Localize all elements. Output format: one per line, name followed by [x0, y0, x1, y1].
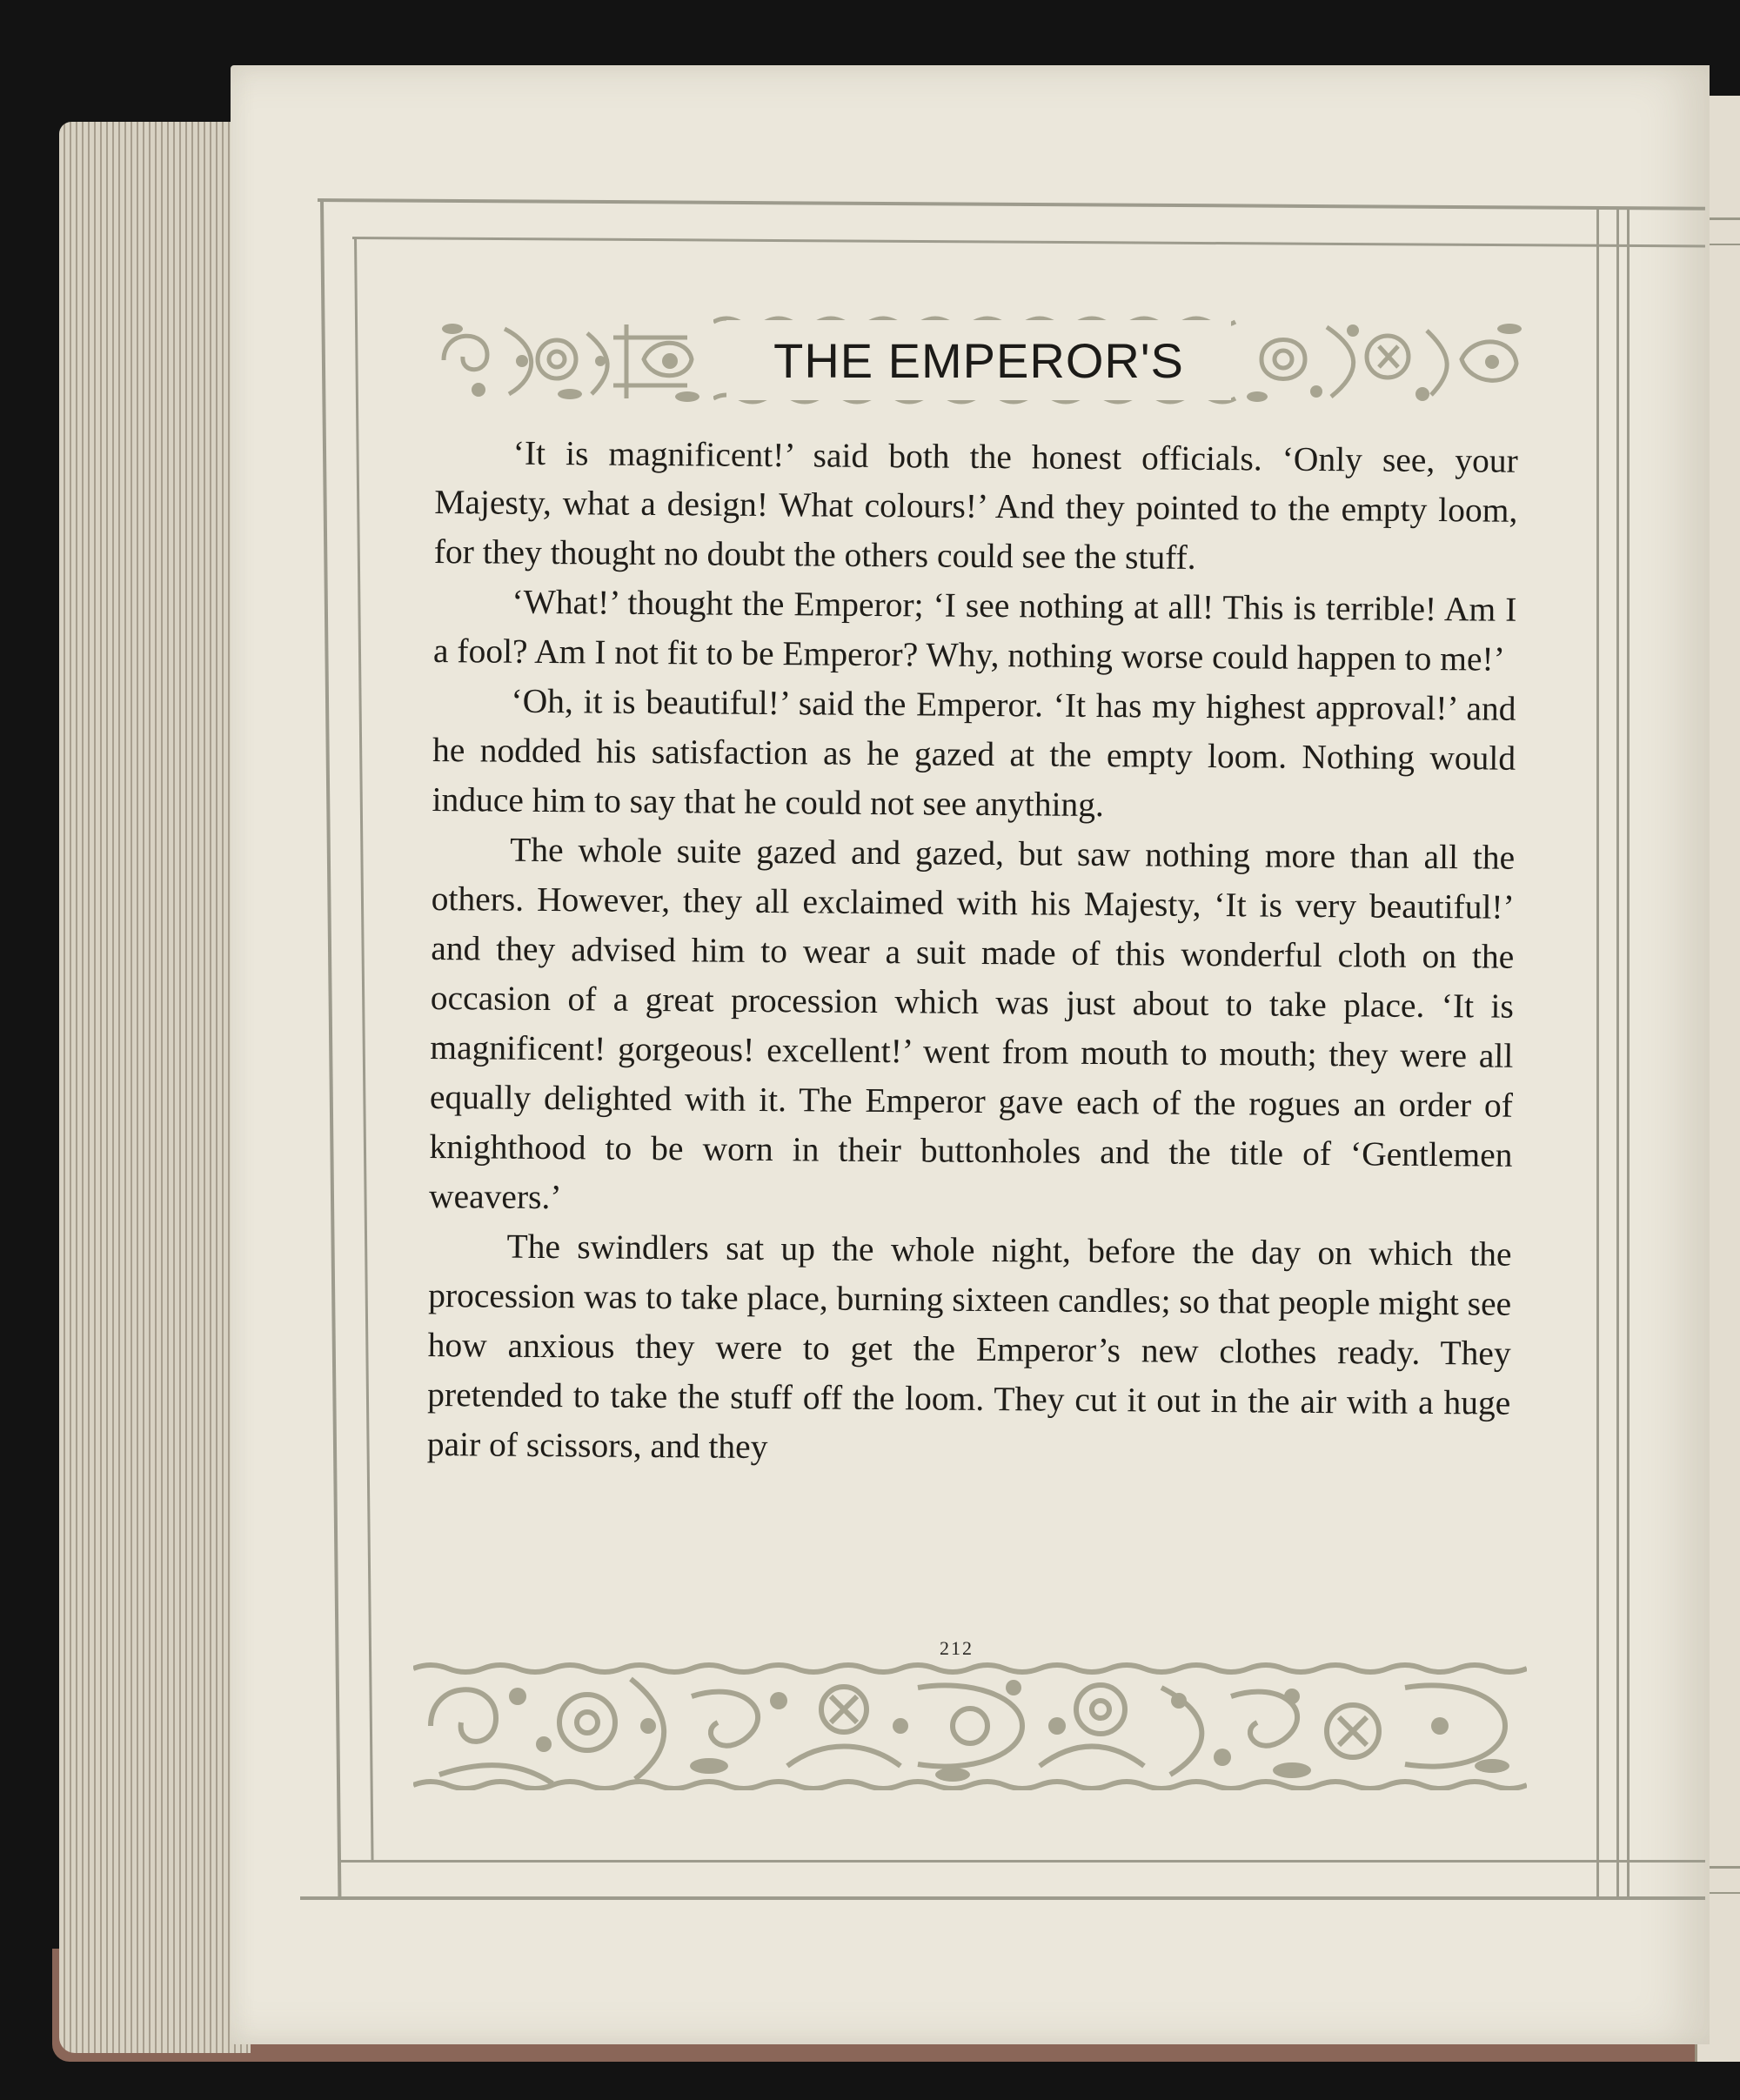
- frame-rule-bottom-outer: [300, 1896, 1705, 1900]
- frame-rule-bottom-inner: [338, 1860, 1705, 1863]
- page-edges: [59, 122, 251, 2053]
- paragraph: The whole suite gazed and gazed, but saw nothing more than all the others. However, they all exclaimed with his Majesty, ‘It is very beautiful!’ and they advised him to wear a suit made of this wonderful cloth on the occasion of a great procession which was just about to take place. ‘It is magnificent! gorgeous! excellent!’ went from mouth to mouth; they were all equally delighted with it. The Emperor gave each of the rogues an order of knighthood to be worn in their buttonholes and the title of ‘Gentlemen weavers.’: [428, 830, 1516, 1217]
- paragraph: ‘Oh, it is beautiful!’ said the Emperor. ‘It has my highest approval!’ and he nodded his satisfaction as he gazed at the empty loom. Nothing would induce him to say that he could not see anything.: [432, 681, 1516, 825]
- floral-ornament-icon: [1240, 311, 1531, 409]
- body-text: [427, 428, 1518, 1478]
- paragraph: ‘What!’ thought the Emperor; ‘I see nothing at all! This is terrible! Am I a fool? Am I not fit to be Emperor? Why, nothing worse could happen to me!’: [432, 582, 1517, 679]
- page-number: 212: [940, 1637, 974, 1659]
- frame-rule-right-2: [1616, 207, 1619, 1899]
- frame-rule-right-1: [1596, 207, 1599, 1899]
- floral-ornament-icon: [413, 1662, 1527, 1790]
- page-title: THE EMPEROR'S: [773, 332, 1184, 388]
- floral-ornament-icon: [426, 311, 713, 409]
- paragraph: ‘It is magnificent!’ said both the honest officials. ‘Only see, your Majesty, what a design! What colours!’ And they pointed to the empty loom, for they thought no doubt the others could see the stuff.: [433, 433, 1518, 577]
- running-head: [726, 320, 1231, 400]
- header-band: [426, 311, 1531, 409]
- paragraph: The swindlers sat up the whole night, before the day on which the procession was to take place, burning sixteen candles; so that people might see how anxious they were to get the Emperor’s new clothes ready. They pretended to take the stuff off the loom. They cut it out in the air with a huge pair of scissors, and they: [426, 1227, 1512, 1467]
- frame-rule-right-3: [1627, 209, 1630, 1899]
